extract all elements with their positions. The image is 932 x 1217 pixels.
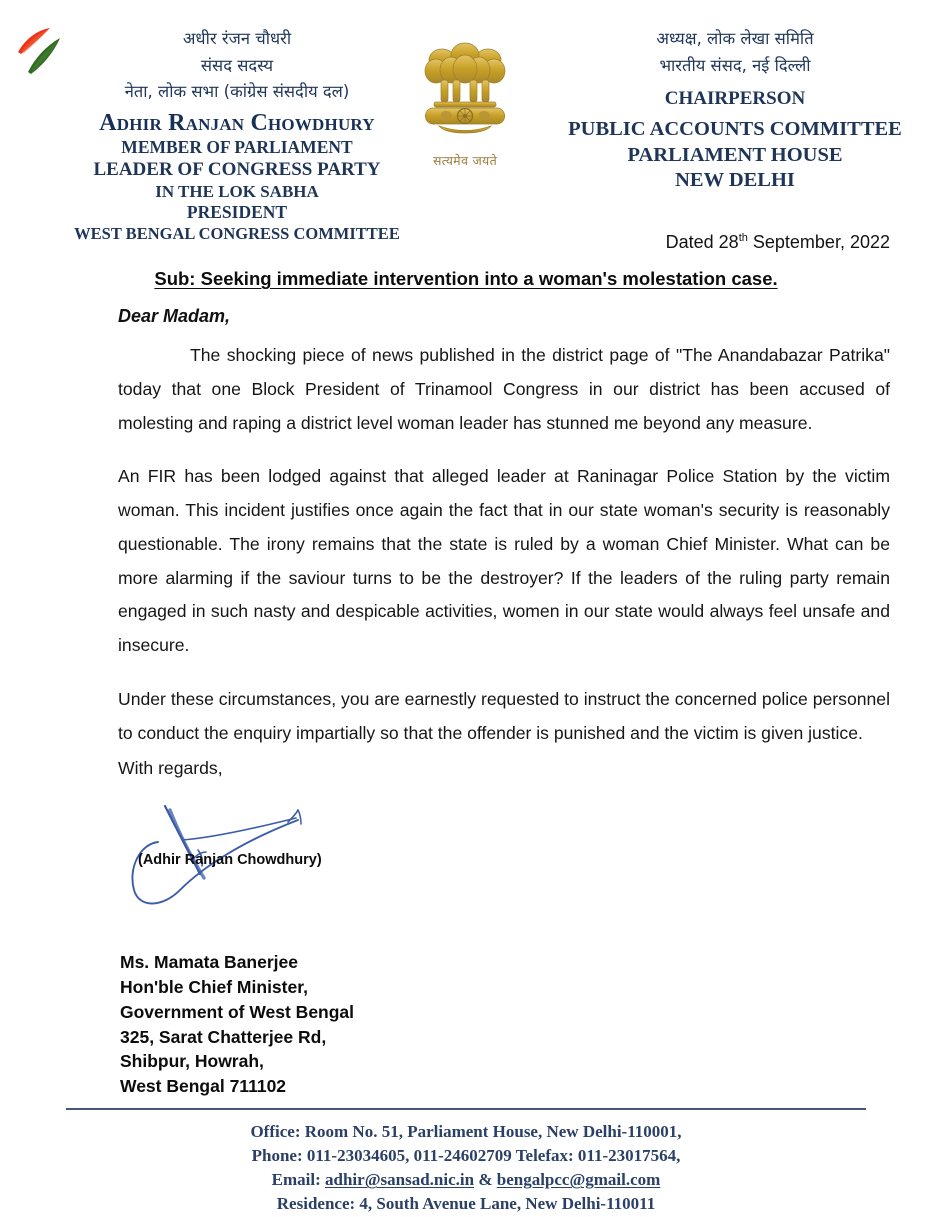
letterhead-left-block bbox=[72, 26, 402, 244]
body-paragraph-3: Under these circumstances, you are earnestly requested to instruct the concerned police personnel to conduct the enquiry impartially so that the offender is punished and the victim is given justice. bbox=[118, 688, 890, 743]
salutation: Dear Madam, bbox=[118, 306, 231, 326]
congress-flag-brushstroke-icon bbox=[8, 18, 70, 80]
subject-line bbox=[0, 268, 932, 290]
letterhead-hindi-leader: नेता, लोक सभा (कांग्रेस संसदीय दल) bbox=[124, 82, 350, 102]
letterhead-name: Adhir Ranjan Chowdhury bbox=[99, 110, 375, 137]
letterhead-chairperson: CHAIRPERSON bbox=[664, 88, 806, 110]
footer-email-1[interactable]: adhir@sansad.nic.in bbox=[325, 1170, 475, 1190]
body-paragraph-1: The shocking piece of news published in the district page of "The Anandabazar Patrika" today that one Block President of Trinamool Congress in our district has been accused of molesting and raping a district level woman leader has stunned me beyond any measure. bbox=[118, 345, 890, 433]
footer-phone: Phone: 011-23034605, 011-24602709 Telefax: 011-23017564, bbox=[251, 1146, 681, 1166]
ashoka-lion-capital-emblem-icon bbox=[415, 34, 515, 146]
signature-block bbox=[118, 792, 448, 912]
subject-text: Sub: Seeking immediate intervention into a woman's molestation case. bbox=[154, 268, 778, 289]
letterhead-title-leader: LEADER OF CONGRESS PARTY bbox=[93, 159, 381, 181]
footer-email-separator: & bbox=[474, 1170, 497, 1190]
letterhead-committee: PUBLIC ACCOUNTS COMMITTEE bbox=[568, 118, 902, 141]
letterhead-right-hindi-2: भारतीय संसद, नई दिल्ली bbox=[659, 55, 811, 75]
letterhead-right-hindi-1: अध्यक्ष, लोक लेखा समिति bbox=[656, 29, 814, 48]
footer-email-label: Email: bbox=[271, 1170, 326, 1190]
footer-residence: Residence: 4, South Avenue Lane, New Delhi-110011 bbox=[276, 1194, 656, 1214]
letterhead-new-delhi: NEW DELHI bbox=[675, 169, 795, 192]
footer-office: Office: Room No. 51, Parliament House, New Delhi-110001, bbox=[250, 1122, 682, 1141]
letter-date bbox=[666, 232, 890, 253]
date-ordinal: th bbox=[738, 232, 748, 244]
letterhead-hindi-role: संसद सदस्य bbox=[200, 55, 274, 75]
footer bbox=[0, 1120, 932, 1217]
letterhead-title-loksabha: IN THE LOK SABHA bbox=[155, 181, 319, 201]
emblem-block bbox=[415, 34, 515, 169]
letterhead-parliament-house: PARLIAMENT HOUSE bbox=[627, 143, 843, 166]
body-paragraph-2: An FIR has been lodged against that alleged leader at Raninagar Police Station by the victim woman. This incident justifies once again the fact that in our state woman's security is reasonably questionable. The irony remains that the state is ruled by a woman Chief Minister. What can be more alarming if the saviour turns to be the destroyer? If the leaders of the ruling party remain engaged in such nasty and despicable activities, women in our state would always feel unsafe and insecure. bbox=[118, 466, 890, 656]
footer-email-2[interactable]: bengalpcc@gmail.com bbox=[496, 1170, 661, 1190]
date-suffix: September, 2022 bbox=[747, 232, 890, 252]
footer-email-line bbox=[0, 1168, 932, 1192]
letter-body bbox=[118, 306, 890, 784]
letterhead-right-block bbox=[545, 26, 925, 194]
signature-name: (Adhir Ranjan Chowdhury) bbox=[138, 852, 322, 868]
letterhead-title-president: PRESIDENT bbox=[186, 202, 288, 223]
closing-line: With regards, bbox=[118, 758, 223, 779]
letterhead-title-wbcc: WEST BENGAL CONGRESS COMMITTEE bbox=[74, 223, 400, 243]
footer-divider bbox=[66, 1108, 866, 1110]
letterhead-title-mp: MEMBER OF PARLIAMENT bbox=[121, 137, 353, 158]
emblem-caption: सत्यमेव जयते bbox=[432, 153, 498, 168]
recipient-address: Ms. Mamata Banerjee Hon'ble Chief Minister, Government of West Bengal 325, Sarat Chatterjee Rd, Shibpur, Howrah, West Bengal 711102 bbox=[120, 952, 355, 1097]
letterhead-hindi-name: अधीर रंजन चौधरी bbox=[182, 29, 292, 48]
date-prefix: Dated 28 bbox=[665, 232, 739, 252]
